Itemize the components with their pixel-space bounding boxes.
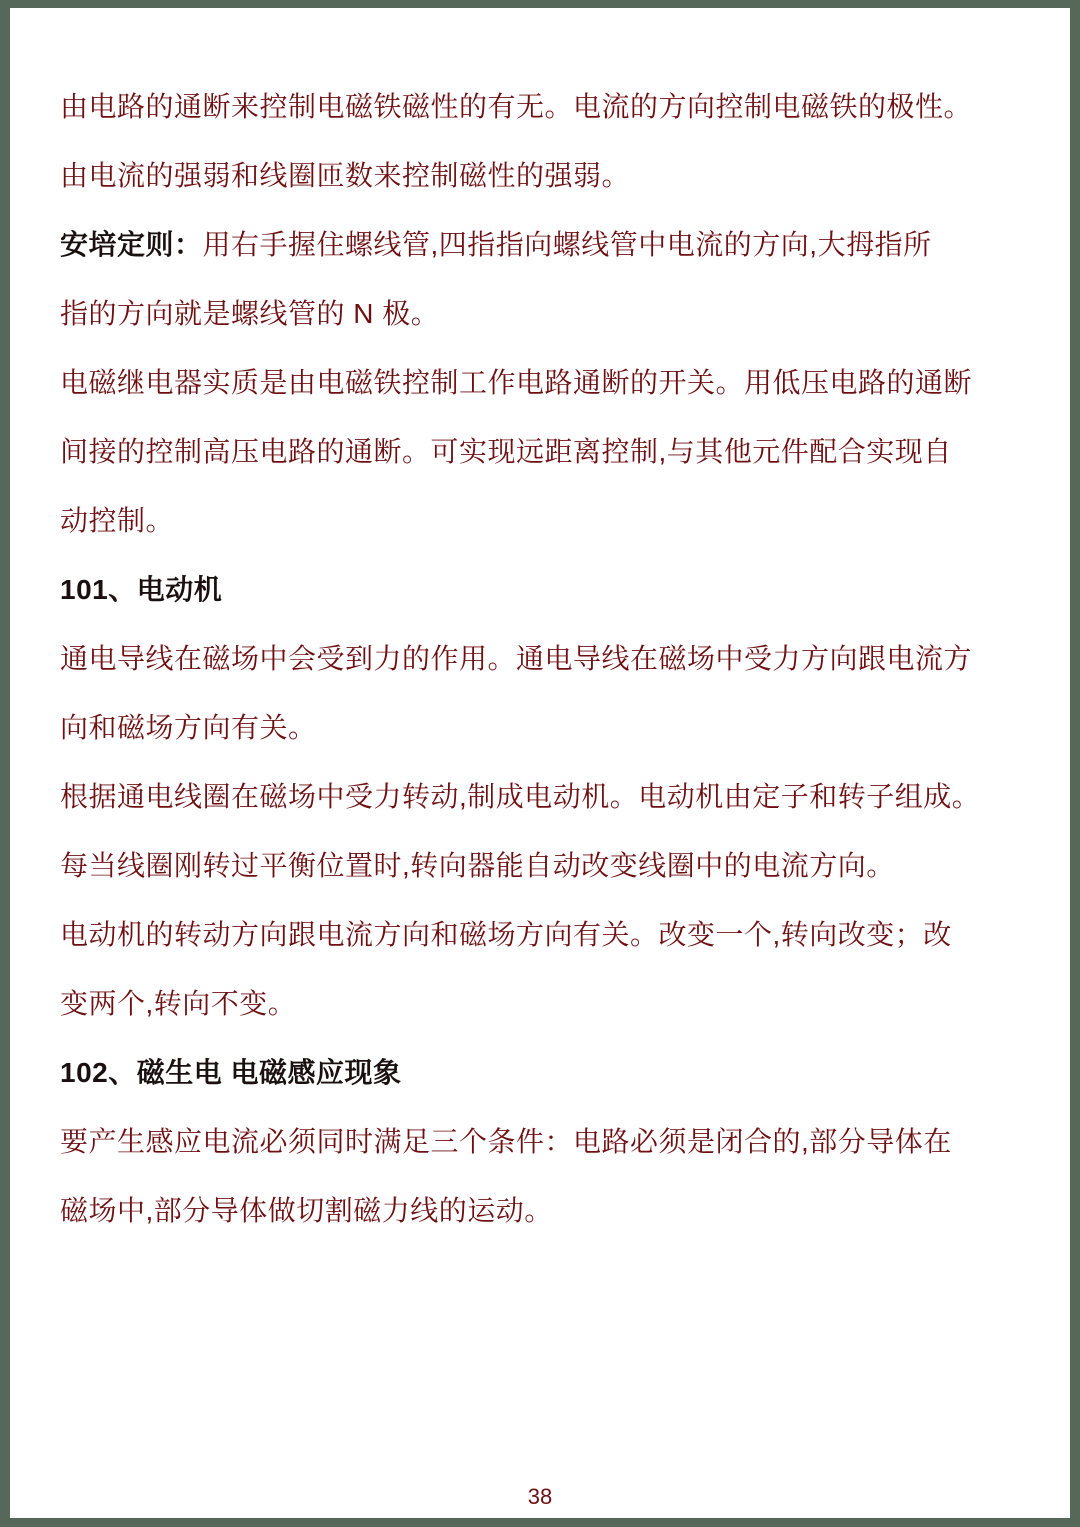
document-page — [10, 8, 1070, 1518]
body-text: 间接的控制高压电路的通断。可实现远距离控制,与其他元件配合实现自 — [60, 436, 952, 467]
body-text: 根据通电线圈在磁场中受力转动,制成电动机。电动机由定子和转子组成。 — [60, 781, 981, 812]
body-text: 由电流的强弱和线圈匝数来控制磁性的强弱。 — [60, 160, 631, 191]
section-heading: 102、磁生电 电磁感应现象 — [60, 1057, 402, 1088]
body-text: 磁场中,部分导体做切割磁力线的运动。 — [60, 1195, 553, 1226]
section-heading: 101、电动机 — [60, 574, 223, 605]
body-text: 每当线圈刚转过平衡位置时,转向器能自动改变线圈中的电流方向。 — [60, 850, 895, 881]
body-text: 指的方向就是螺线管的 N 极。 — [60, 298, 440, 329]
body-text: 电动机的转动方向跟电流方向和磁场方向有关。改变一个,转向改变；改 — [60, 919, 952, 950]
body-text: 用右手握住螺线管,四指指向螺线管中电流的方向,大拇指所 — [202, 229, 932, 260]
body-text: 由电路的通断来控制电磁铁磁性的有无。电流的方向控制电磁铁的极性。 — [60, 91, 973, 122]
body-text: 要产生感应电流必须同时满足三个条件：电路必须是闭合的,部分导体在 — [60, 1126, 952, 1157]
term-label: 安培定则： — [60, 229, 203, 260]
body-text: 通电导线在磁场中会受到力的作用。通电导线在磁场中受力方向跟电流方 — [60, 643, 973, 674]
body-text: 向和磁场方向有关。 — [60, 712, 317, 743]
body-text: 电磁继电器实质是由电磁铁控制工作电路通断的开关。用低压电路的通断 — [60, 367, 973, 398]
ampere-rule-line — [60, 228, 932, 262]
page-number: 38 — [527, 1484, 553, 1509]
body-text: 变两个,转向不变。 — [60, 988, 297, 1019]
body-text: 动控制。 — [60, 505, 175, 536]
